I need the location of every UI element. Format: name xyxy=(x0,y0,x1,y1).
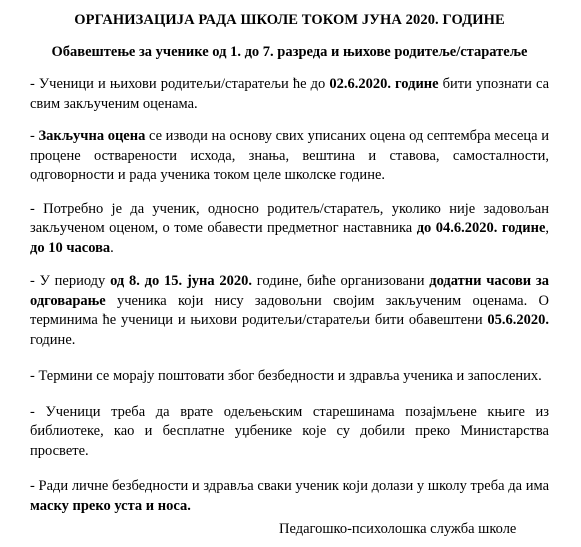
signature-line: Педагошко-психолошка служба школе xyxy=(279,521,517,537)
date-highlight: од 8. до 15. јуна 2020. xyxy=(110,273,253,289)
paragraph-text: - Потребно је да ученик, односно родитељ/старатељ, уколико није задовољан закљученом оценом, о томе обавести предметног наставника xyxy=(30,200,549,236)
paragraph-grades-informed xyxy=(30,75,549,114)
paragraph-text: ученика који нису задовољни својим закљученим оценама. О терминима ће ученици и њихови родитељи/старатељи бити обавештени xyxy=(30,292,549,328)
paragraph-text: . xyxy=(110,239,114,256)
time-highlight: до 10 часова xyxy=(30,239,111,256)
document-subtitle: Обавештење за ученике од 1. до 7. разреда и њихове родитеље/старатеље xyxy=(51,44,528,60)
date-highlight: до 04.6.2020. године xyxy=(416,220,546,236)
paragraph-text: , xyxy=(545,220,550,236)
term-highlight: Закључна оцена xyxy=(38,128,146,144)
date-highlight: 02.6.2020. године xyxy=(329,76,439,92)
paragraph-text: - Ради личне безбедности и здравља сваки ученик који долази у школу треба да има xyxy=(30,478,549,494)
paragraph-return-books xyxy=(30,403,549,462)
paragraph-grade-complaint xyxy=(30,200,549,259)
paragraph-final-grade xyxy=(30,127,549,186)
paragraph-text: - Термини се морају поштовати због безбедности и здравља ученика и запослених. xyxy=(30,368,542,384)
paragraph-text: године. xyxy=(30,331,76,348)
paragraph-text: године, биће организовани xyxy=(252,273,430,289)
paragraph-text: - У периоду xyxy=(30,273,111,289)
paragraph-extra-classes xyxy=(30,272,549,350)
term-highlight: додатни часови за одговарање xyxy=(30,273,550,309)
paragraph-face-mask xyxy=(30,477,549,516)
document-title: ОРГАНИЗАЦИЈА РАДА ШКОЛЕ ТОКОМ ЈУНА 2020. ГОДИНЕ xyxy=(74,12,505,28)
paragraph-text: - xyxy=(30,128,39,144)
paragraph-schedule-respect xyxy=(30,367,549,387)
term-highlight: маску преко уста и носа. xyxy=(30,497,191,514)
paragraph-text: - Ученици треба да врате одељењским старешинама позајмљене књиге из библиотеке, као и бесплатне уџбенике које су добили преко Министарства просвете. xyxy=(30,403,549,459)
paragraph-text: се изводи на основу свих уписаних оцена од септембра месеца и процене остварености исхода, знања, вештина и ставова, самосталности, одговорности и рада ученика током целе школске године. xyxy=(30,128,549,183)
date-highlight: 05.6.2020. xyxy=(487,312,549,328)
paragraph-text: бити упознати са свим закљученим оценама. xyxy=(30,76,550,112)
paragraph-text: - Ученици и њихови родитељи/старатељи ће до xyxy=(30,76,330,92)
